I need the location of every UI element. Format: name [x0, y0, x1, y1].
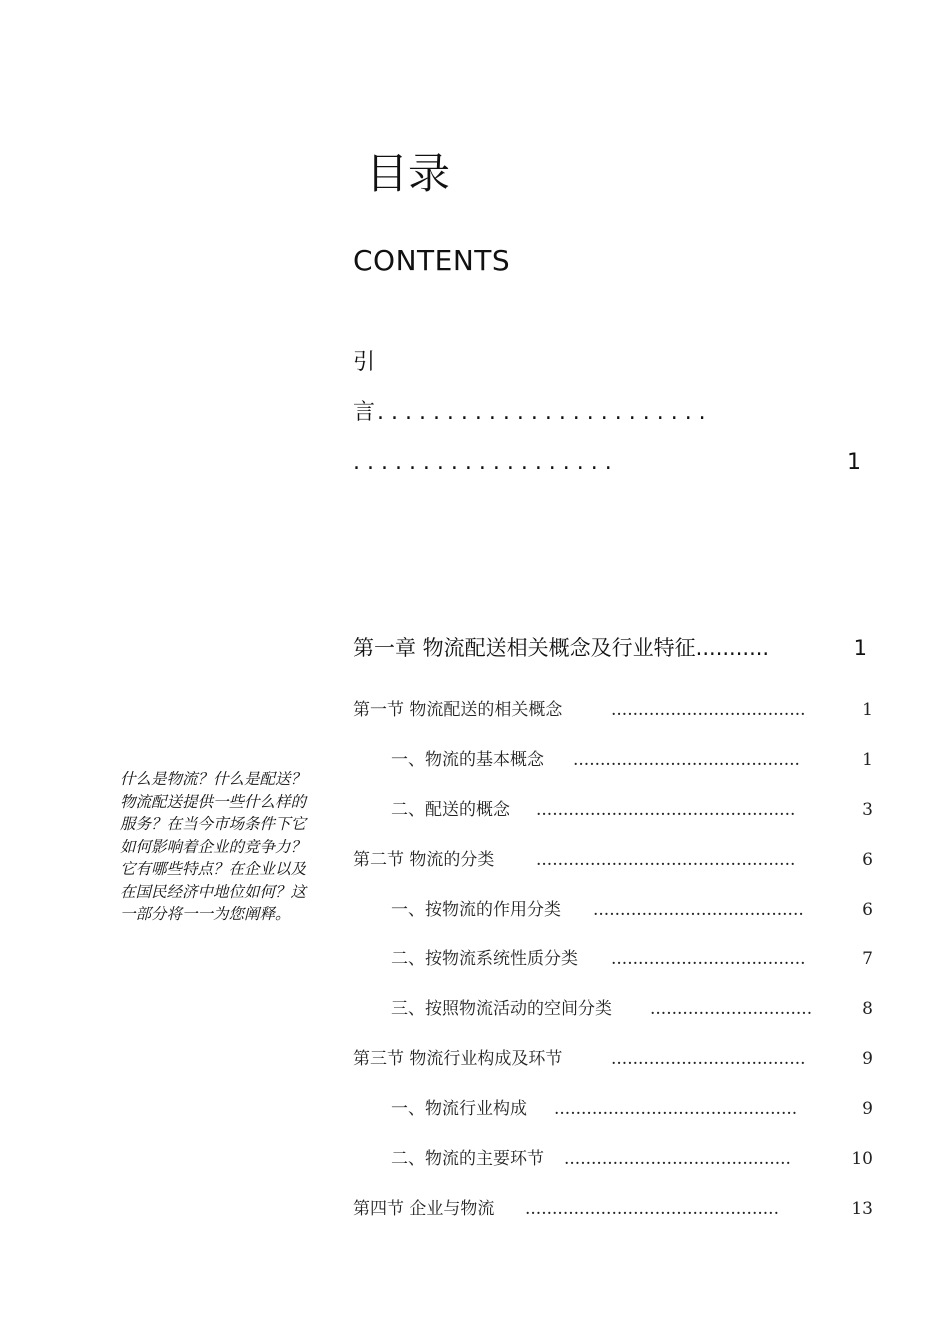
- toc-intro-char2: 言: [353, 400, 376, 425]
- toc-entry-leader: ...............................................: [525, 1199, 779, 1219]
- toc-intro-char1: 引: [353, 350, 376, 375]
- toc-entry-page: 13: [851, 1199, 873, 1219]
- toc-entry-leader: ....................................: [611, 1049, 806, 1069]
- toc-entry-label: 二、按物流系统性质分类: [391, 949, 578, 969]
- toc-intro-leader-2: . . . . . . . . . . . . . . . . . . .: [353, 450, 612, 475]
- toc-chapter-1-label: 第一章 物流配送相关概念及行业特征...........: [353, 636, 770, 660]
- toc-intro-page: 1: [847, 450, 861, 475]
- toc-entry-page: 8: [862, 999, 873, 1019]
- toc-entry-label: 第二节 物流的分类: [353, 850, 495, 870]
- toc-entry-page: 7: [862, 949, 873, 969]
- toc-entry-leader: ....................................: [611, 700, 806, 720]
- toc-entry-label: 第一节 物流配送的相关概念: [353, 700, 563, 720]
- toc-entry-leader: ....................................: [611, 949, 806, 969]
- toc-entry-page: 9: [862, 1099, 873, 1119]
- toc-entry-label: 二、配送的概念: [391, 800, 510, 820]
- toc-chapter-1-page: 1: [853, 636, 867, 660]
- toc-intro-leader-1: . . . . . . . . . . . . . . . . . . . . . . . .: [377, 400, 706, 425]
- toc-entry-leader: .......................................: [593, 900, 804, 920]
- toc-entry-label: 一、物流行业构成: [391, 1099, 527, 1119]
- toc-entry-leader: ..........................................: [564, 1149, 791, 1169]
- toc-entry-page: 3: [862, 800, 873, 820]
- toc-entry-label: 一、物流的基本概念: [391, 750, 544, 770]
- toc-entry-label: 三、按照物流活动的空间分类: [391, 999, 612, 1019]
- toc-entry-leader: ..........................................: [573, 750, 800, 770]
- sidebar-note: 什么是物流？什么是配送？物流配送提供一些什么样的服务？在当今市场条件下它如何影响着企业的竞争力？它有哪些特点？在企业以及在国民经济中地位如何？这一部分将一一为您阐释。: [120, 770, 307, 923]
- toc-entry-page: 10: [851, 1149, 873, 1169]
- toc-entry-leader: ..............................: [650, 999, 813, 1019]
- toc-intro-line[interactable]: [353, 398, 853, 428]
- toc-entry-page: 6: [862, 850, 873, 870]
- page-title-english: CONTENTS: [353, 244, 511, 277]
- toc-entry-page: 9: [862, 1049, 873, 1069]
- toc-chapter-1[interactable]: [353, 632, 867, 664]
- toc-entry-page: 1: [862, 700, 873, 720]
- toc-entry-page: 1: [862, 750, 873, 770]
- toc-entry-label: 二、物流的主要环节: [391, 1149, 544, 1169]
- toc-entry-leader: ................................................: [536, 850, 796, 870]
- toc-entry-label: 第三节 物流行业构成及环节: [353, 1049, 563, 1069]
- page-title-chinese: 目录: [366, 149, 451, 198]
- toc-entry-label: 一、按物流的作用分类: [391, 900, 561, 920]
- toc-entry-leader: ................................................: [536, 800, 796, 820]
- toc-entry-page: 6: [862, 900, 873, 920]
- toc-entry-leader: .............................................: [554, 1099, 798, 1119]
- toc-entry-label: 第四节 企业与物流: [353, 1199, 495, 1219]
